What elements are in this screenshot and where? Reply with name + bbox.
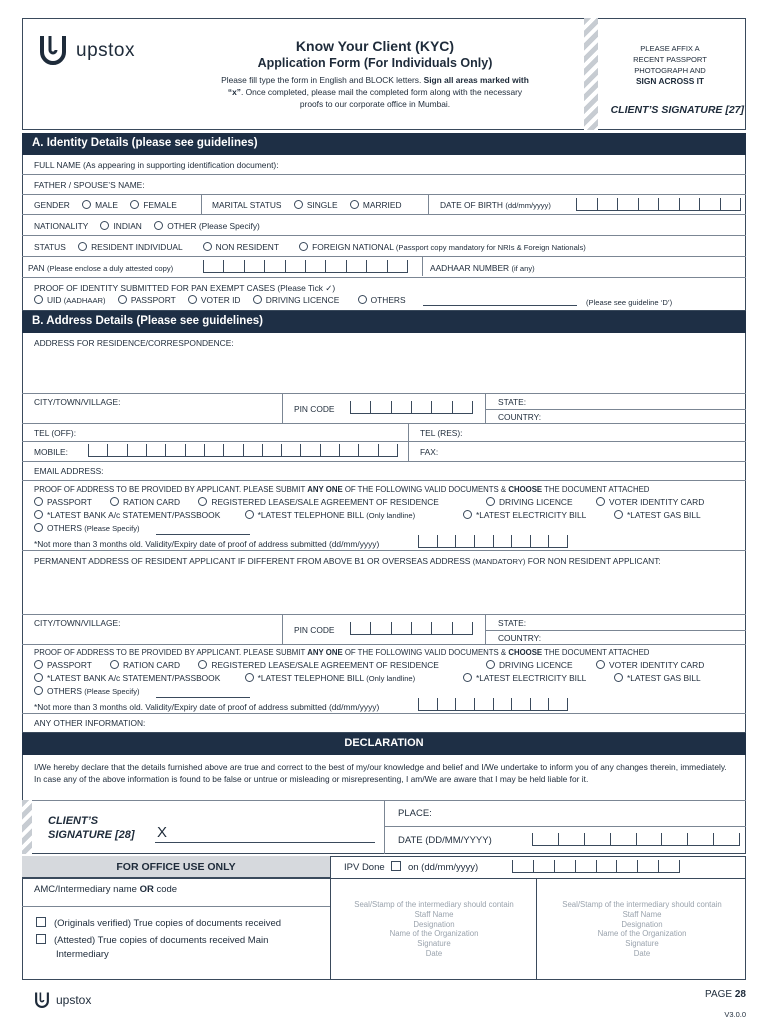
poa-voter [596, 497, 704, 507]
poa-others-note: (Please Specify) [84, 524, 140, 533]
upstox-icon [34, 991, 50, 1009]
seal-1-org: Name of the Organization [389, 929, 479, 939]
pan-cells[interactable] [203, 260, 408, 273]
indian-radio[interactable] [100, 221, 109, 230]
pin-cells[interactable] [350, 401, 473, 414]
seal-1-desig: Designation [413, 919, 455, 929]
perm-end: FOR NON RESIDENT APPLICANT: [527, 556, 661, 566]
poa2-any-one: ANY ONE [307, 648, 343, 657]
single-radio[interactable] [294, 200, 303, 209]
gender-label: GENDER [34, 200, 70, 210]
amc-label[interactable] [34, 884, 177, 895]
poa2-options-row1 [34, 660, 439, 670]
single-label: SINGLE [306, 200, 338, 210]
uid-note: (AADHAAR) [63, 296, 106, 305]
divider [485, 630, 746, 631]
poa2-choose: CHOOSE [508, 648, 543, 657]
nationality-label: NATIONALITY [34, 221, 89, 231]
poa-ration-label: RATION CARD [123, 497, 181, 507]
poa2-tel-radio[interactable] [245, 673, 254, 682]
divider [22, 441, 746, 442]
divider [485, 614, 486, 644]
poa2-ration-radio[interactable] [110, 660, 119, 669]
divider [408, 423, 409, 461]
seal-2-staff: Staff Name [622, 909, 662, 919]
state-label-2[interactable]: STATE: [498, 618, 527, 628]
poa2-lease-label: REGISTERED LEASE/SALE AGREEMENT OF RESIDENCE [211, 660, 439, 670]
female-radio[interactable] [130, 200, 139, 209]
foreign-note: (Passport copy mandatory for NRIs & Foreign Nationals) [395, 243, 586, 252]
seal-1-title: Seal/Stamp of the intermediary should contain [354, 900, 514, 909]
divider [330, 878, 331, 980]
poa-choose: CHOOSE [508, 485, 543, 494]
poa2-others [34, 686, 140, 696]
poa2-validity-cells[interactable] [418, 698, 568, 711]
poa2-voter-radio[interactable] [596, 660, 605, 669]
others-specify-line[interactable] [423, 305, 577, 306]
poa-elec [463, 510, 586, 520]
poa-lease-radio[interactable] [198, 497, 207, 506]
seal-box-2 [538, 900, 746, 959]
poa2-others-radio[interactable] [34, 686, 43, 695]
section-a-title: A. Identity Details (please see guidelines) [22, 133, 746, 155]
originals-row [36, 917, 281, 929]
others-radio[interactable] [358, 295, 367, 304]
male-label: MALE [95, 200, 118, 210]
marital-label: MARITAL STATUS [212, 200, 282, 210]
poa2-text-a: PROOF OF ADDRESS TO BE PROVIDED BY APPLICANT. PLEASE SUBMIT [34, 648, 306, 657]
seal-2-title: Seal/Stamp of the intermediary should contain [562, 900, 722, 909]
page-label: PAGE [705, 989, 733, 1000]
poa2-validity-note: *Not more than 3 months old. Validity/Expiry date of proof of address submitted (dd/mm/yyyy) [34, 702, 380, 712]
poa2-passport-radio[interactable] [34, 660, 43, 669]
amc-or: OR [139, 884, 154, 895]
divider [536, 878, 537, 980]
seal-2-org: Name of the Organization [597, 929, 687, 939]
perm-mandatory: (MANDATORY) [472, 557, 526, 566]
seal-1-staff: Staff Name [414, 909, 454, 919]
divider [22, 256, 746, 257]
foreign-label: FOREIGN NATIONAL [312, 242, 394, 252]
dl-radio[interactable] [253, 295, 262, 304]
poa2-gas-radio[interactable] [614, 673, 623, 682]
permanent-address-label[interactable] [34, 556, 661, 566]
marital-row [212, 200, 402, 210]
poa-elec-label: *LATEST ELECTRICITY BILL [476, 510, 587, 520]
ipv-on-label: on (dd/mm/yyyy) [407, 862, 479, 873]
poa-tel-radio[interactable] [245, 510, 254, 519]
proof-options-row [34, 295, 406, 305]
date-cells[interactable] [532, 833, 740, 846]
seal-box-1 [332, 900, 536, 959]
poa2-options-row2 [34, 673, 415, 683]
father-name-label[interactable]: FATHER / SPOUSE’S NAME: [34, 180, 145, 190]
amc-code: code [156, 884, 178, 895]
divider [22, 194, 746, 195]
status-row [34, 242, 586, 252]
section-b-title: B. Address Details (Please see guidelines) [22, 311, 746, 333]
upstox-logo [38, 34, 68, 71]
full-name-label[interactable]: FULL NAME (As appearing in supporting identification document): [34, 160, 279, 170]
divider [22, 461, 746, 462]
others-label: OTHERS [370, 295, 406, 305]
poa-others [34, 523, 140, 533]
mobile-cells[interactable] [88, 444, 398, 457]
instructions [180, 74, 570, 110]
poa2-tel-note: (Only landline) [366, 674, 416, 683]
poa2-text-b: OF THE FOLLOWING VALID DOCUMENTS & [344, 648, 507, 657]
poa-instruction-1 [34, 485, 649, 494]
divider [282, 614, 283, 644]
poa-tel-label: *LATEST TELEPHONE BILL [257, 510, 364, 520]
poa2-passport-label: PASSPORT [47, 660, 92, 670]
divider [22, 235, 746, 236]
dl-label: DRIVING LICENCE [265, 295, 340, 305]
divider [22, 480, 746, 481]
foreign-radio[interactable] [299, 242, 308, 251]
dob-label [440, 200, 551, 210]
poa-ration-radio[interactable] [110, 497, 119, 506]
male-radio[interactable] [82, 200, 91, 209]
guideline-note: (Please see guideline ‘D’) [586, 298, 673, 307]
proof-identity-label: PROOF OF IDENTITY SUBMITTED FOR PAN EXEMPT CASES (Please Tick ✓) [34, 283, 336, 293]
tel-off-label[interactable]: TEL (OFF): [34, 428, 77, 438]
seal-2-desig: Designation [621, 919, 663, 929]
poa-gas-radio[interactable] [614, 510, 623, 519]
declaration-text: I/We hereby declare that the details furnished above are true and correct to the best of my/our knowledge and belief and I/We undertake to inform you of any changes therein, immediately. In case any of the above information is found to be false or untrue or misleading or misrepresenting, I am/We are aware that I may be held liable for it. [34, 762, 727, 784]
poa2-bank-radio[interactable] [34, 673, 43, 682]
ipv-checkbox[interactable] [391, 861, 401, 871]
poa-elec-radio[interactable] [463, 510, 472, 519]
poa-any-one: ANY ONE [307, 485, 343, 494]
ipv-label: IPV Done [344, 862, 385, 873]
poa2-gas-label: *LATEST GAS BILL [627, 673, 701, 683]
poa-others-label: OTHERS [47, 523, 82, 533]
poa-gas [614, 510, 701, 520]
attested-label: (Attested) True copies of documents received Main [54, 935, 269, 946]
poa-lease-label: REGISTERED LEASE/SALE AGREEMENT OF RESIDENCE [211, 497, 439, 507]
female-label: FEMALE [143, 200, 177, 210]
poa-others-line[interactable] [156, 534, 250, 535]
poa2-elec [463, 673, 586, 683]
poa2-bank-label: *LATEST BANK A/c STATEMENT/PASSBOOK [47, 673, 221, 683]
poa2-dl [486, 660, 573, 670]
poa-dl-radio[interactable] [486, 497, 495, 506]
poa2-others-note: (Please Specify) [84, 687, 140, 696]
divider [22, 214, 746, 215]
poa2-lease-radio[interactable] [198, 660, 207, 669]
divider [422, 256, 423, 276]
poa2-text-c: THE DOCUMENT ATTACHED [544, 648, 650, 657]
poa2-voter [596, 660, 704, 670]
brand-name: upstox [76, 40, 135, 61]
pan-note: (Please enclose a duly attested copy) [46, 264, 174, 273]
poa2-dl-label: DRIVING LICENCE [499, 660, 573, 670]
married-radio[interactable] [350, 200, 359, 209]
ipv-row [344, 861, 478, 873]
seal-1-signature: Signature [417, 939, 451, 949]
poa-gas-label: *LATEST GAS BILL [627, 510, 701, 520]
poa2-voter-label: VOTER IDENTITY CARD [609, 660, 705, 670]
state-label[interactable]: STATE: [498, 397, 527, 407]
dob-format: (dd/mm/yyyy) [505, 201, 551, 210]
office-title: FOR OFFICE USE ONLY [22, 856, 330, 878]
signature-x-mark[interactable]: X [157, 824, 168, 841]
poa2-tel-label: *LATEST TELEPHONE BILL [257, 673, 364, 683]
poa2-others-label: OTHERS [47, 686, 82, 696]
attested-row [36, 934, 268, 962]
sig-line-1: CLIENT’S [48, 815, 99, 827]
divider [282, 393, 283, 423]
nationality-row [34, 221, 260, 231]
attested-checkbox[interactable] [36, 934, 46, 944]
poa2-gas [614, 673, 701, 683]
passport-label: PASSPORT [130, 295, 176, 305]
status-label: STATUS [34, 242, 66, 252]
divider [22, 644, 746, 645]
mobile-label: MOBILE: [34, 447, 68, 457]
country-label[interactable]: COUNTRY: [498, 412, 542, 422]
poa-voter-label: VOTER IDENTITY CARD [609, 497, 705, 507]
divider [201, 194, 202, 214]
photo-line-1: PLEASE AFFIX A [640, 44, 700, 53]
poa-others-radio[interactable] [34, 523, 43, 532]
date-label: DATE (DD/MM/YYYY) [398, 835, 492, 846]
fax-label[interactable]: FAX: [420, 447, 439, 457]
uid-label: UID [47, 295, 62, 305]
address-label[interactable]: ADDRESS FOR RESIDENCE/CORRESPONDENCE: [34, 338, 234, 348]
nonresident-radio[interactable] [203, 242, 212, 251]
sig-line-2: SIGNATURE [28] [48, 829, 135, 841]
divider [22, 423, 746, 424]
passport-radio[interactable] [118, 295, 127, 304]
divider [428, 194, 429, 214]
place-label[interactable]: PLACE: [398, 808, 432, 819]
city-label[interactable]: CITY/TOWN/VILLAGE: [34, 397, 121, 407]
photo-line-3: PHOTOGRAPH AND [634, 66, 706, 75]
aadhaar-text: AADHAAR NUMBER [430, 263, 510, 273]
other-label: OTHER (Please Specify) [167, 221, 260, 231]
uid-radio[interactable] [34, 295, 43, 304]
aadhaar-label[interactable] [430, 263, 535, 273]
pin-cells-2[interactable] [350, 622, 473, 635]
divider [22, 550, 746, 551]
seal-2-date: Date [633, 948, 651, 958]
pin-label-2: PIN CODE [294, 625, 335, 635]
client-signature-27[interactable]: CLIENT’S SIGNATURE [27] [610, 104, 744, 116]
pan-text: PAN [28, 263, 45, 273]
tel-res-label[interactable]: TEL (RES): [420, 428, 463, 438]
photo-line-2: RECENT PASSPORT [633, 55, 707, 64]
pan-label [28, 263, 173, 273]
instr-text-3: proofs to our corporate office in Mumbai. [299, 99, 451, 109]
poa-text-c: THE DOCUMENT ATTACHED [544, 485, 650, 494]
page-number [705, 989, 746, 1000]
poa2-dl-radio[interactable] [486, 660, 495, 669]
voter-radio[interactable] [188, 295, 197, 304]
resident-label: RESIDENT INDIVIDUAL [91, 242, 183, 252]
ipv-date-cells[interactable] [512, 860, 680, 873]
perm-text: PERMANENT ADDRESS OF RESIDENT APPLICANT IF DIFFERENT FROM ABOVE B1 OR OVERSEAS ADDRESS [34, 556, 471, 566]
dob-cells[interactable] [576, 198, 741, 211]
poa-passport-radio[interactable] [34, 497, 43, 506]
poa-tel-note: (Only landline) [366, 511, 416, 520]
divider [485, 409, 746, 410]
divider [22, 713, 746, 714]
declaration-title: DECLARATION [22, 733, 746, 755]
divider [485, 393, 486, 423]
photo-box-text [600, 43, 740, 87]
divider [22, 277, 746, 278]
upstox-icon [38, 34, 68, 66]
poa-voter-radio[interactable] [596, 497, 605, 506]
other-info-label[interactable]: ANY OTHER INFORMATION: [34, 718, 146, 728]
poa2-others-line[interactable] [156, 697, 250, 698]
footer-logo [34, 991, 50, 1014]
divider [22, 614, 746, 615]
divider [22, 906, 330, 907]
originals-checkbox[interactable] [36, 917, 46, 927]
signature-line[interactable] [155, 842, 375, 843]
form-subtitle: Application Form (For Individuals Only) [257, 56, 493, 70]
seal-2-signature: Signature [625, 939, 659, 949]
voter-label: VOTER ID [200, 295, 241, 305]
form-title: Know Your Client (KYC) [295, 38, 455, 54]
indian-label: INDIAN [113, 221, 142, 231]
page-no: 28 [734, 989, 746, 1000]
instr-text: Please fill type the form in English and BLOCK letters. [221, 75, 422, 85]
poa-passport-label: PASSPORT [47, 497, 92, 507]
instr-bold: Sign all areas marked with [423, 75, 529, 85]
pin-label: PIN CODE [294, 404, 335, 414]
poa2-elec-radio[interactable] [463, 673, 472, 682]
country-label-2[interactable]: COUNTRY: [498, 633, 542, 643]
poa-text-a: PROOF OF ADDRESS TO BE PROVIDED BY APPLICANT. PLEASE SUBMIT [34, 485, 306, 494]
divider [22, 393, 746, 394]
client-signature-28-label [48, 814, 135, 842]
amc-text: AMC/Intermediary name [34, 884, 137, 895]
version: V3.0.0 [724, 1010, 746, 1019]
nonresident-label: NON RESIDENT [215, 242, 279, 252]
married-label: MARRIED [362, 200, 402, 210]
gender-row [34, 200, 177, 210]
poa-options-row2 [34, 510, 415, 520]
divider [22, 878, 746, 879]
poa-bank-label: *LATEST BANK A/c STATEMENT/PASSBOOK [47, 510, 221, 520]
poa2-instruction [34, 648, 649, 657]
city-label-2[interactable]: CITY/TOWN/VILLAGE: [34, 618, 121, 628]
other-nationality-radio[interactable] [154, 221, 163, 230]
poa-dl-label: DRIVING LICENCE [499, 497, 573, 507]
divider [384, 826, 746, 827]
aadhaar-note: (if any) [511, 264, 535, 273]
resident-radio[interactable] [78, 242, 87, 251]
instr-text-2: . Once completed, please mail the completed form along with the necessary [240, 87, 523, 97]
divider [384, 800, 385, 854]
poa2-elec-label: *LATEST ELECTRICITY BILL [476, 673, 587, 683]
poa-validity-cells[interactable] [418, 535, 568, 548]
seal-1-date: Date [425, 948, 443, 958]
dob-text: DATE OF BIRTH [440, 200, 503, 210]
poa2-ration-label: RATION CARD [123, 660, 181, 670]
attested-label-2: Intermediary [56, 949, 109, 960]
poa-bank-radio[interactable] [34, 510, 43, 519]
poa-options-row1 [34, 497, 439, 507]
divider [22, 174, 746, 175]
poa-text-b: OF THE FOLLOWING VALID DOCUMENTS & [344, 485, 507, 494]
photo-line-4: SIGN ACROSS IT [635, 76, 705, 86]
divider [330, 856, 331, 878]
poa-dl [486, 497, 573, 507]
instr-x: “x” [227, 87, 241, 97]
poa-validity-note: *Not more than 3 months old. Validity/Expiry date of proof of address submitted (dd/mm/yyyy) [34, 539, 380, 549]
footer-brand: upstox [56, 993, 92, 1007]
signature-stripe [22, 800, 32, 854]
originals-label: (Originals verified) True copies of documents received [54, 918, 282, 929]
photo-stripe [584, 18, 598, 130]
email-label[interactable]: EMAIL ADDRESS: [34, 466, 104, 476]
